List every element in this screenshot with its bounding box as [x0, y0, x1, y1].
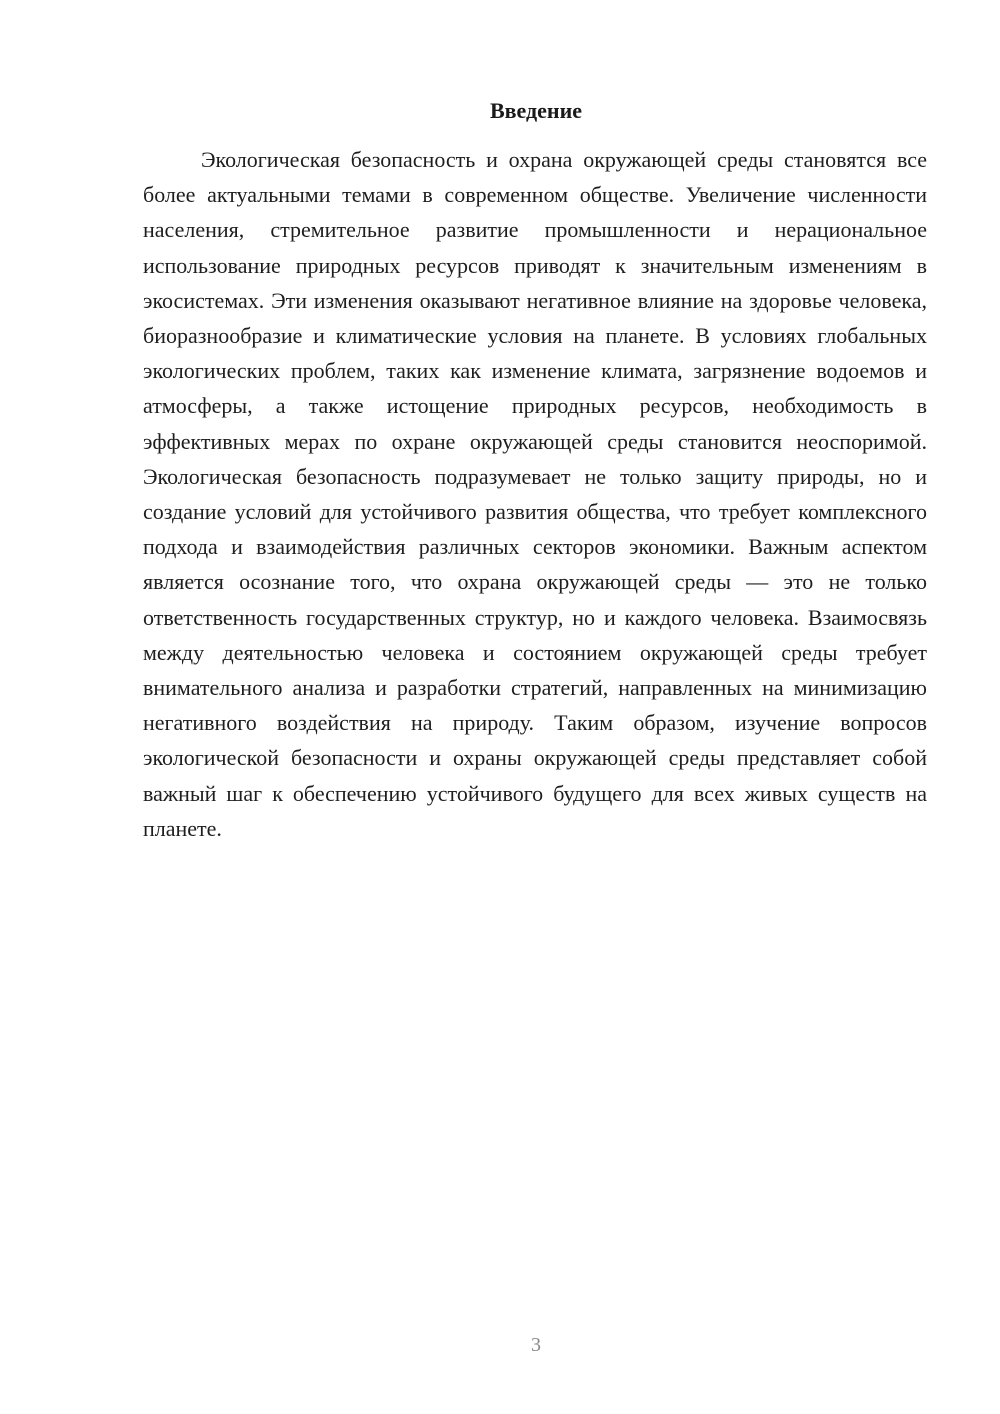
page-number: 3 — [531, 1334, 541, 1356]
body-paragraph: Экологическая безопасность и охрана окружающей среды становятся все более актуальными темами в современном обществе. Увеличение численности населения, стремительное развитие промышленности и нерациональное использование природных ресурсов приводят к значительным изменениям в экосистемах. Эти изменения оказывают негативное влияние на здоровье человека, биоразнообразие и климатические условия на планете. В условиях глобальных экологических проблем, таких как изменение климата, загрязнение водоемов и атмосферы, а также истощение природных ресурсов, необходимость в эффективных мерах по охране окружающей среды становится неоспоримой. Экологическая безопасность подразумевает не только защиту природы, но и создание условий для устойчивого развития общества, что требует комплексного подхода и взаимодействия различных секторов экономики. Важным аспектом является осознание того, что охрана окружающей среды — это не только ответственность государственных структур, но и каждого человека. Взаимосвязь между деятельностью человека и состоянием окружающей среды требует внимательного анализа и разработки стратегий, направленных на минимизацию негативного воздействия на природу. Таким образом, изучение вопросов экологической безопасности и охраны окружающей среды представляет собой важный шаг к обеспечению устойчивого будущего для всех живых существ на планете. — [143, 147, 927, 841]
section-heading: Введение — [489, 98, 583, 123]
